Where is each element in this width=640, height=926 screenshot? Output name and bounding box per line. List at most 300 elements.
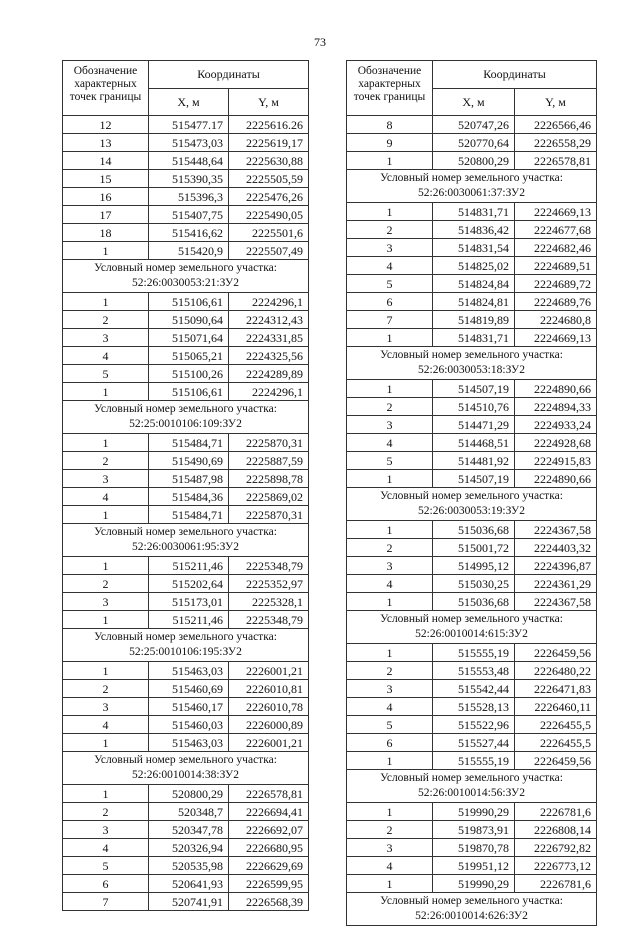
x-coordinate-cell: 515522,96 <box>433 716 515 734</box>
x-coordinate-cell: 515477.17 <box>149 116 229 134</box>
table-row <box>63 875 309 893</box>
point-number-cell: 2 <box>347 539 433 557</box>
table-row <box>347 257 597 275</box>
y-coordinate-cell: 2224680,8 <box>515 311 597 329</box>
point-number-cell: 4 <box>347 257 433 275</box>
point-number-cell: 1 <box>63 293 149 311</box>
point-number-cell: 1 <box>63 557 149 575</box>
y-coordinate-cell: 2225619,17 <box>229 134 309 152</box>
parcel-number-heading: Условный номер земельного участка: 52:26:0010014:38:ЗУ2 <box>63 752 309 785</box>
point-number-cell: 3 <box>347 416 433 434</box>
y-coordinate-cell: 2224689,76 <box>515 293 597 311</box>
y-coordinate-cell: 2224325,56 <box>229 347 309 365</box>
point-number-cell: 5 <box>63 857 149 875</box>
header-x: X, м <box>433 88 515 116</box>
x-coordinate-cell: 515448,64 <box>149 152 229 170</box>
table-row <box>347 662 597 680</box>
table-row <box>63 188 309 206</box>
y-coordinate-cell: 2226471,83 <box>515 680 597 698</box>
x-coordinate-cell: 515484,71 <box>149 434 229 452</box>
parcel-number-heading: Условный номер земельного участка: 52:26:0010014:615:ЗУ2 <box>347 611 597 644</box>
point-number-cell: 2 <box>347 398 433 416</box>
point-number-cell: 3 <box>347 557 433 575</box>
y-coordinate-cell: 2225887,59 <box>229 452 309 470</box>
table-row <box>63 452 309 470</box>
x-coordinate-cell: 520800,29 <box>433 152 515 170</box>
y-coordinate-cell: 2226578,81 <box>515 152 597 170</box>
x-coordinate-cell: 515460,03 <box>149 716 229 734</box>
point-number-cell: 15 <box>63 170 149 188</box>
y-coordinate-cell: 2226781,6 <box>515 803 597 821</box>
table-row <box>63 821 309 839</box>
table-row <box>347 803 597 821</box>
x-coordinate-cell: 519990,29 <box>433 803 515 821</box>
coordinates-table-left <box>62 60 309 911</box>
y-coordinate-cell: 2224890,66 <box>515 470 597 488</box>
y-coordinate-cell: 2224933,24 <box>515 416 597 434</box>
point-number-cell: 7 <box>347 311 433 329</box>
point-number-cell: 14 <box>63 152 149 170</box>
y-coordinate-cell: 2226558,29 <box>515 134 597 152</box>
table-row <box>347 203 597 221</box>
x-coordinate-cell: 515036,68 <box>433 593 515 611</box>
x-coordinate-cell: 520741,91 <box>149 893 229 911</box>
x-coordinate-cell: 519873,91 <box>433 821 515 839</box>
table-row <box>63 893 309 911</box>
x-coordinate-cell: 515555,19 <box>433 644 515 662</box>
table-row <box>63 680 309 698</box>
y-coordinate-cell: 2224928,68 <box>515 434 597 452</box>
table-row <box>63 611 309 629</box>
table-row <box>63 434 309 452</box>
x-coordinate-cell: 515528,13 <box>433 698 515 716</box>
x-coordinate-cell: 520770,64 <box>433 134 515 152</box>
table-row <box>63 242 309 260</box>
point-number-cell: 6 <box>347 293 433 311</box>
x-coordinate-cell: 514507,19 <box>433 380 515 398</box>
table-row <box>347 398 597 416</box>
y-coordinate-cell: 2226460,11 <box>515 698 597 716</box>
y-coordinate-cell: 2224890,66 <box>515 380 597 398</box>
table-row <box>63 662 309 680</box>
y-coordinate-cell: 2226692,07 <box>229 821 309 839</box>
y-coordinate-cell: 2225898,78 <box>229 470 309 488</box>
y-coordinate-cell: 2225328,1 <box>229 593 309 611</box>
header-y: Y, м <box>229 88 309 116</box>
y-coordinate-cell: 2225348,79 <box>229 611 309 629</box>
table-row <box>63 365 309 383</box>
point-number-cell: 2 <box>63 311 149 329</box>
header-x: X, м <box>149 88 229 116</box>
table-row <box>347 734 597 752</box>
table-row <box>347 857 597 875</box>
table-row <box>347 434 597 452</box>
table-row <box>347 680 597 698</box>
coordinates-table-right <box>346 60 597 926</box>
y-coordinate-cell: 2224677,68 <box>515 221 597 239</box>
header-y: Y, м <box>515 88 597 116</box>
table-row <box>63 134 309 152</box>
table-row <box>347 521 597 539</box>
point-number-cell: 1 <box>347 521 433 539</box>
table-row <box>63 488 309 506</box>
table-row <box>347 575 597 593</box>
x-coordinate-cell: 515555,19 <box>433 752 515 770</box>
section-row <box>347 893 597 926</box>
point-number-cell: 1 <box>63 242 149 260</box>
y-coordinate-cell: 2225870,31 <box>229 434 309 452</box>
y-coordinate-cell: 2226599,95 <box>229 875 309 893</box>
table-row <box>347 875 597 893</box>
parcel-number-heading: Условный номер земельного участка: 52:25:0010106:109:ЗУ2 <box>63 401 309 434</box>
parcel-number-heading: Условный номер земельного участка: 52:26:0030053:19:ЗУ2 <box>347 488 597 521</box>
point-number-cell: 1 <box>347 470 433 488</box>
y-coordinate-cell: 2224312,43 <box>229 311 309 329</box>
table-row <box>63 116 309 134</box>
point-number-cell: 1 <box>63 434 149 452</box>
x-coordinate-cell: 514510,76 <box>433 398 515 416</box>
point-number-cell: 2 <box>63 452 149 470</box>
point-number-cell: 1 <box>63 611 149 629</box>
section-row <box>347 347 597 380</box>
point-number-cell: 5 <box>347 716 433 734</box>
x-coordinate-cell: 520535,98 <box>149 857 229 875</box>
point-number-cell: 2 <box>347 821 433 839</box>
x-coordinate-cell: 515416,62 <box>149 224 229 242</box>
x-coordinate-cell: 515527,44 <box>433 734 515 752</box>
x-coordinate-cell: 515490,69 <box>149 452 229 470</box>
y-coordinate-cell: 2226459,56 <box>515 644 597 662</box>
point-number-cell: 1 <box>347 329 433 347</box>
y-coordinate-cell: 2224296,1 <box>229 293 309 311</box>
y-coordinate-cell: 2225352,97 <box>229 575 309 593</box>
x-coordinate-cell: 514471,29 <box>433 416 515 434</box>
table-row <box>347 311 597 329</box>
x-coordinate-cell: 515473,03 <box>149 134 229 152</box>
parcel-number-heading: Условный номер земельного участка: 52:26:0010014:626:ЗУ2 <box>347 893 597 926</box>
section-row <box>347 170 597 203</box>
point-number-cell: 16 <box>63 188 149 206</box>
x-coordinate-cell: 514831,71 <box>433 203 515 221</box>
y-coordinate-cell: 2224331,85 <box>229 329 309 347</box>
y-coordinate-cell: 2225501,6 <box>229 224 309 242</box>
x-coordinate-cell: 515463,03 <box>149 662 229 680</box>
point-number-cell: 13 <box>63 134 149 152</box>
y-coordinate-cell: 2225507,49 <box>229 242 309 260</box>
table-row <box>63 857 309 875</box>
x-coordinate-cell: 519870,78 <box>433 839 515 857</box>
x-coordinate-cell: 515420,9 <box>149 242 229 260</box>
point-number-cell: 3 <box>347 680 433 698</box>
y-coordinate-cell: 2224915,83 <box>515 452 597 470</box>
table-row <box>347 752 597 770</box>
point-number-cell: 4 <box>347 575 433 593</box>
y-coordinate-cell: 2226781,6 <box>515 875 597 893</box>
table-row <box>347 116 597 134</box>
x-coordinate-cell: 519951,12 <box>433 857 515 875</box>
y-coordinate-cell: 2226480,22 <box>515 662 597 680</box>
x-coordinate-cell: 515030,25 <box>433 575 515 593</box>
point-number-cell: 3 <box>63 821 149 839</box>
parcel-number-heading: Условный номер земельного участка: 52:26:0010014:56:ЗУ2 <box>347 770 597 803</box>
y-coordinate-cell: 2225348,79 <box>229 557 309 575</box>
section-row <box>347 488 597 521</box>
table-row <box>347 329 597 347</box>
y-coordinate-cell: 2226808,14 <box>515 821 597 839</box>
point-number-cell: 12 <box>63 116 149 134</box>
y-coordinate-cell: 2226455,5 <box>515 716 597 734</box>
table-row <box>63 803 309 821</box>
x-coordinate-cell: 515396,3 <box>149 188 229 206</box>
table-row <box>347 698 597 716</box>
table-row <box>347 416 597 434</box>
point-number-cell: 1 <box>347 380 433 398</box>
table-row <box>347 539 597 557</box>
x-coordinate-cell: 515553,48 <box>433 662 515 680</box>
section-row <box>63 260 309 293</box>
x-coordinate-cell: 514825,02 <box>433 257 515 275</box>
section-row <box>63 629 309 662</box>
x-coordinate-cell: 514507,19 <box>433 470 515 488</box>
y-coordinate-cell: 2226000,89 <box>229 716 309 734</box>
table-row <box>63 347 309 365</box>
point-number-cell: 9 <box>347 134 433 152</box>
table-row <box>63 506 309 524</box>
point-number-cell: 6 <box>347 734 433 752</box>
x-coordinate-cell: 515487,98 <box>149 470 229 488</box>
point-number-cell: 4 <box>347 434 433 452</box>
point-number-cell: 3 <box>63 698 149 716</box>
table-row <box>347 275 597 293</box>
x-coordinate-cell: 514995,12 <box>433 557 515 575</box>
x-coordinate-cell: 514824,81 <box>433 293 515 311</box>
point-number-cell: 1 <box>347 593 433 611</box>
point-number-cell: 1 <box>347 752 433 770</box>
x-coordinate-cell: 515211,46 <box>149 557 229 575</box>
x-coordinate-cell: 515460,17 <box>149 698 229 716</box>
x-coordinate-cell: 515090,64 <box>149 311 229 329</box>
table-row <box>63 734 309 752</box>
point-number-cell: 4 <box>63 347 149 365</box>
y-coordinate-cell: 2224894,33 <box>515 398 597 416</box>
x-coordinate-cell: 514481,92 <box>433 452 515 470</box>
y-coordinate-cell: 2224403,32 <box>515 539 597 557</box>
table-row <box>63 293 309 311</box>
y-coordinate-cell: 2224396,87 <box>515 557 597 575</box>
point-number-cell: 4 <box>63 716 149 734</box>
table-row <box>63 329 309 347</box>
y-coordinate-cell: 2226773,12 <box>515 857 597 875</box>
table-row <box>347 380 597 398</box>
x-coordinate-cell: 515106,61 <box>149 383 229 401</box>
y-coordinate-cell: 2224689,51 <box>515 257 597 275</box>
x-coordinate-cell: 514824,84 <box>433 275 515 293</box>
section-row <box>63 752 309 785</box>
x-coordinate-cell: 515202,64 <box>149 575 229 593</box>
y-coordinate-cell: 2225870,31 <box>229 506 309 524</box>
table-row <box>347 134 597 152</box>
x-coordinate-cell: 514831,54 <box>433 239 515 257</box>
x-coordinate-cell: 514468,51 <box>433 434 515 452</box>
y-coordinate-cell: 2226629,69 <box>229 857 309 875</box>
y-coordinate-cell: 2225616.26 <box>229 116 309 134</box>
x-coordinate-cell: 515001,72 <box>433 539 515 557</box>
y-coordinate-cell: 2225476,26 <box>229 188 309 206</box>
table-row <box>63 470 309 488</box>
x-coordinate-cell: 515407,75 <box>149 206 229 224</box>
point-number-cell: 1 <box>347 803 433 821</box>
x-coordinate-cell: 515542,44 <box>433 680 515 698</box>
point-number-cell: 6 <box>63 875 149 893</box>
table-row <box>347 152 597 170</box>
y-coordinate-cell: 2226459,56 <box>515 752 597 770</box>
table-row <box>63 785 309 803</box>
table-row <box>63 311 309 329</box>
point-number-cell: 2 <box>347 221 433 239</box>
y-coordinate-cell: 2226568,39 <box>229 893 309 911</box>
y-coordinate-cell: 2224367,58 <box>515 521 597 539</box>
x-coordinate-cell: 515173,01 <box>149 593 229 611</box>
x-coordinate-cell: 515484,71 <box>149 506 229 524</box>
parcel-number-heading: Условный номер земельного участка: 52:26:0030061:37:ЗУ2 <box>347 170 597 203</box>
y-coordinate-cell: 2225490,05 <box>229 206 309 224</box>
y-coordinate-cell: 2224669,13 <box>515 203 597 221</box>
table-row <box>347 221 597 239</box>
x-coordinate-cell: 520800,29 <box>149 785 229 803</box>
parcel-number-heading: Условный номер земельного участка: 52:25:0010106:195:ЗУ2 <box>63 629 309 662</box>
table-row <box>63 224 309 242</box>
point-number-cell: 3 <box>63 329 149 347</box>
y-coordinate-cell: 2226680,95 <box>229 839 309 857</box>
point-number-cell: 4 <box>347 698 433 716</box>
point-number-cell: 2 <box>347 662 433 680</box>
x-coordinate-cell: 520347,78 <box>149 821 229 839</box>
x-coordinate-cell: 515460,69 <box>149 680 229 698</box>
table-row <box>63 170 309 188</box>
x-coordinate-cell: 515484,36 <box>149 488 229 506</box>
y-coordinate-cell: 2225630,88 <box>229 152 309 170</box>
y-coordinate-cell: 2226455,5 <box>515 734 597 752</box>
y-coordinate-cell: 2224367,58 <box>515 593 597 611</box>
x-coordinate-cell: 514819,89 <box>433 311 515 329</box>
point-number-cell: 17 <box>63 206 149 224</box>
table-row <box>63 206 309 224</box>
page-number: 73 <box>314 35 326 49</box>
point-number-cell: 1 <box>347 152 433 170</box>
x-coordinate-cell: 519990,29 <box>433 875 515 893</box>
table-row <box>347 821 597 839</box>
y-coordinate-cell: 2226578,81 <box>229 785 309 803</box>
point-number-cell: 5 <box>63 365 149 383</box>
table-row <box>347 557 597 575</box>
table-row <box>63 575 309 593</box>
point-number-cell: 3 <box>347 239 433 257</box>
point-number-cell: 1 <box>63 506 149 524</box>
y-coordinate-cell: 2224689,72 <box>515 275 597 293</box>
x-coordinate-cell: 515071,64 <box>149 329 229 347</box>
point-number-cell: 2 <box>63 680 149 698</box>
header-coordinates: Координаты <box>149 61 309 89</box>
y-coordinate-cell: 2226001,21 <box>229 662 309 680</box>
point-number-cell: 2 <box>63 803 149 821</box>
x-coordinate-cell: 514831,71 <box>433 329 515 347</box>
parcel-number-heading: Условный номер земельного участка: 52:26:0030053:21:ЗУ2 <box>63 260 309 293</box>
point-number-cell: 18 <box>63 224 149 242</box>
y-coordinate-cell: 2226792,82 <box>515 839 597 857</box>
x-coordinate-cell: 520326,94 <box>149 839 229 857</box>
header-point-label: Обозначение характерных точек границы <box>347 61 433 116</box>
point-number-cell: 4 <box>63 488 149 506</box>
table-row <box>63 557 309 575</box>
x-coordinate-cell: 520641,93 <box>149 875 229 893</box>
x-coordinate-cell: 515106,61 <box>149 293 229 311</box>
table-row <box>63 839 309 857</box>
point-number-cell: 2 <box>63 575 149 593</box>
y-coordinate-cell: 2224669,13 <box>515 329 597 347</box>
x-coordinate-cell: 515390,35 <box>149 170 229 188</box>
point-number-cell: 5 <box>347 275 433 293</box>
section-row <box>63 524 309 557</box>
point-number-cell: 1 <box>63 383 149 401</box>
table-row <box>347 593 597 611</box>
table-row <box>63 383 309 401</box>
header-coordinates: Координаты <box>433 61 597 89</box>
section-row <box>347 770 597 803</box>
point-number-cell: 8 <box>347 116 433 134</box>
table-row <box>347 239 597 257</box>
x-coordinate-cell: 514836,42 <box>433 221 515 239</box>
y-coordinate-cell: 2224296,1 <box>229 383 309 401</box>
point-number-cell: 4 <box>347 857 433 875</box>
parcel-number-heading: Условный номер земельного участка: 52:26:0030061:95:ЗУ2 <box>63 524 309 557</box>
y-coordinate-cell: 2225505,59 <box>229 170 309 188</box>
y-coordinate-cell: 2226001,21 <box>229 734 309 752</box>
x-coordinate-cell: 515065,21 <box>149 347 229 365</box>
point-number-cell: 3 <box>63 470 149 488</box>
y-coordinate-cell: 2226010,78 <box>229 698 309 716</box>
x-coordinate-cell: 520348,7 <box>149 803 229 821</box>
point-number-cell: 1 <box>347 644 433 662</box>
x-coordinate-cell: 515100,26 <box>149 365 229 383</box>
point-number-cell: 1 <box>63 662 149 680</box>
point-number-cell: 7 <box>63 893 149 911</box>
header-point-label: Обозначение характерных точек границы <box>63 61 149 116</box>
table-row <box>347 644 597 662</box>
point-number-cell: 5 <box>347 452 433 470</box>
table-row <box>63 152 309 170</box>
section-row <box>63 401 309 434</box>
x-coordinate-cell: 515211,46 <box>149 611 229 629</box>
point-number-cell: 3 <box>347 839 433 857</box>
y-coordinate-cell: 2224682,46 <box>515 239 597 257</box>
table-row <box>347 839 597 857</box>
point-number-cell: 1 <box>347 875 433 893</box>
x-coordinate-cell: 515036,68 <box>433 521 515 539</box>
table-row <box>63 716 309 734</box>
parcel-number-heading: Условный номер земельного участка: 52:26:0030053:18:ЗУ2 <box>347 347 597 380</box>
point-number-cell: 1 <box>347 203 433 221</box>
y-coordinate-cell: 2226694,41 <box>229 803 309 821</box>
point-number-cell: 3 <box>63 593 149 611</box>
table-row <box>347 452 597 470</box>
table-row <box>347 293 597 311</box>
y-coordinate-cell: 2224289,89 <box>229 365 309 383</box>
table-row <box>63 698 309 716</box>
x-coordinate-cell: 520747,26 <box>433 116 515 134</box>
y-coordinate-cell: 2226010,81 <box>229 680 309 698</box>
table-row <box>347 716 597 734</box>
section-row <box>347 611 597 644</box>
